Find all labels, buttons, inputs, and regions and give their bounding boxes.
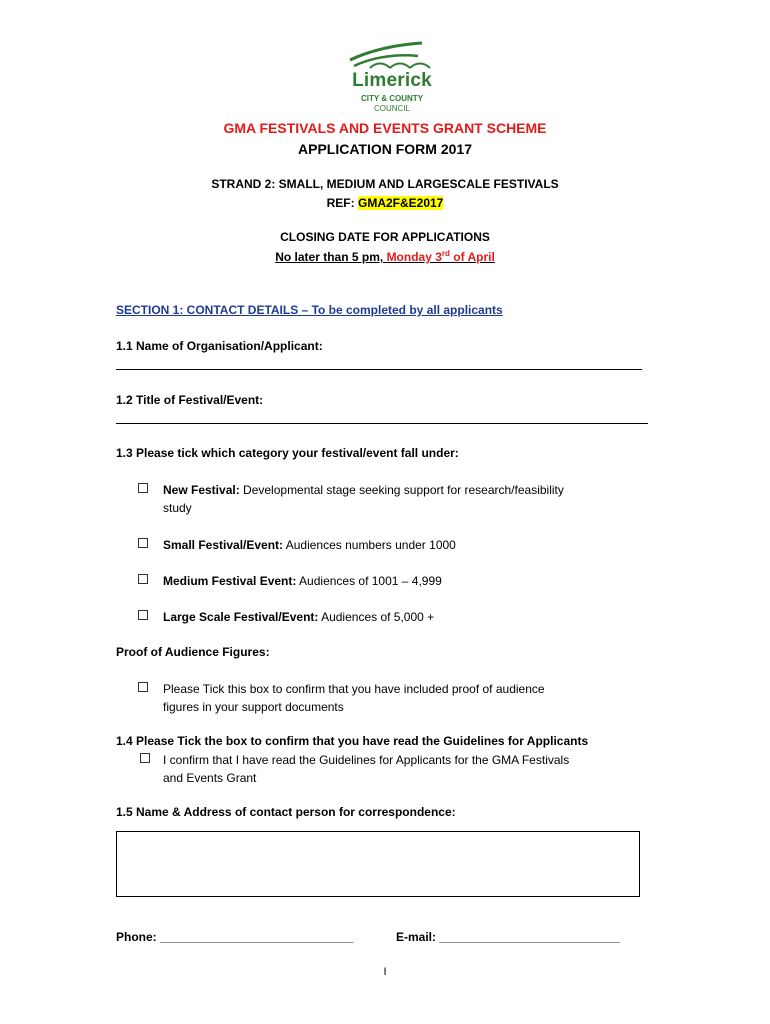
guidelines-text-line-2: and Events Grant xyxy=(163,771,257,785)
proof-text xyxy=(163,680,663,716)
category-label: Small Festival/Event: xyxy=(163,538,284,552)
closing-date-day: Monday 3 xyxy=(386,250,442,264)
checkbox-medium-festival[interactable] xyxy=(138,574,148,584)
checkbox-small-festival[interactable] xyxy=(138,538,148,548)
email-blank: ___________________________ xyxy=(439,930,620,944)
closing-date-suffix: rd xyxy=(441,249,450,258)
email-field[interactable] xyxy=(396,930,620,944)
council-logo xyxy=(340,40,440,116)
page-number: I xyxy=(383,966,387,978)
closing-prefix: No later than 5 pm, xyxy=(275,250,387,264)
question-1-3: 1.3 Please tick which category your festival/event fall under: xyxy=(116,446,459,460)
category-description: Developmental stage seeking support for research/feasibility xyxy=(239,483,564,497)
category-medium-festival-text xyxy=(163,572,663,590)
guidelines-text-line-1: I confirm that I have read the Guidelines for Applicants for the GMA Festivals xyxy=(163,753,570,767)
strand-title: STRAND 2: SMALL, MEDIUM AND LARGESCALE FESTIVALS xyxy=(211,177,559,191)
proof-checkbox-row[interactable] xyxy=(138,680,162,698)
category-description-cont: study xyxy=(163,501,192,515)
contact-address-field[interactable] xyxy=(116,831,640,897)
ref-label: REF: xyxy=(326,196,358,210)
checkbox-large-festival[interactable] xyxy=(138,610,148,620)
question-1-2: 1.2 Title of Festival/Event: xyxy=(116,393,264,407)
closing-date xyxy=(387,250,495,264)
category-description: Audiences of 1001 – 4,999 xyxy=(296,574,442,588)
proof-heading: Proof of Audience Figures: xyxy=(116,645,270,659)
organisation-name-field[interactable] xyxy=(116,369,642,370)
category-small-festival[interactable] xyxy=(138,536,162,554)
category-new-festival[interactable] xyxy=(138,481,162,499)
category-medium-festival[interactable] xyxy=(138,572,162,590)
festival-title-field[interactable] xyxy=(116,423,648,424)
closing-date-line xyxy=(0,249,770,264)
category-description: Audiences of 5,000 + xyxy=(318,610,435,624)
category-label: New Festival: xyxy=(163,483,240,497)
guidelines-confirm-text xyxy=(163,751,663,787)
closing-date-month: of April xyxy=(449,250,495,264)
phone-blank: _____________________________ xyxy=(160,930,354,944)
question-1-4: 1.4 Please Tick the box to confirm that you have read the Guidelines for Applicants xyxy=(116,734,589,748)
checkbox-proof-of-audience[interactable] xyxy=(138,682,148,692)
category-small-festival-text xyxy=(163,536,663,554)
category-label: Medium Festival Event: xyxy=(163,574,297,588)
category-large-festival[interactable] xyxy=(138,608,162,626)
closing-date-label: CLOSING DATE FOR APPLICATIONS xyxy=(280,230,490,244)
question-1-1: 1.1 Name of Organisation/Applicant: xyxy=(116,339,323,353)
proof-text-line-2: figures in your support documents xyxy=(163,700,344,714)
phone-label: Phone: xyxy=(116,930,157,944)
proof-text-line-1: Please Tick this box to confirm that you have included proof of audience xyxy=(163,682,545,696)
email-label: E-mail: xyxy=(396,930,437,944)
reference-line xyxy=(0,196,770,210)
question-1-5: 1.5 Name & Address of contact person for correspondence: xyxy=(116,805,456,819)
limerick-swoosh-icon xyxy=(340,40,440,72)
category-description: Audiences numbers under 1000 xyxy=(283,538,456,552)
logo-name: Limerick xyxy=(352,70,432,91)
category-new-festival-text xyxy=(163,481,663,517)
guidelines-checkbox-row[interactable] xyxy=(140,751,164,769)
checkbox-new-festival[interactable] xyxy=(138,483,148,493)
section-1-heading: SECTION 1: CONTACT DETAILS – To be completed by all applicants xyxy=(116,303,503,317)
category-label: Large Scale Festival/Event: xyxy=(163,610,319,624)
form-title: GMA FESTIVALS AND EVENTS GRANT SCHEME xyxy=(223,120,547,136)
form-subtitle: APPLICATION FORM 2017 xyxy=(298,141,472,157)
ref-value: GMA2F&E2017 xyxy=(357,196,444,210)
logo-sub-line-1: CITY & COUNTY xyxy=(360,94,424,103)
category-large-festival-text xyxy=(163,608,663,626)
logo-sub-line-2: COUNCIL xyxy=(373,104,410,113)
phone-field[interactable] xyxy=(116,930,354,944)
checkbox-guidelines[interactable] xyxy=(140,753,150,763)
